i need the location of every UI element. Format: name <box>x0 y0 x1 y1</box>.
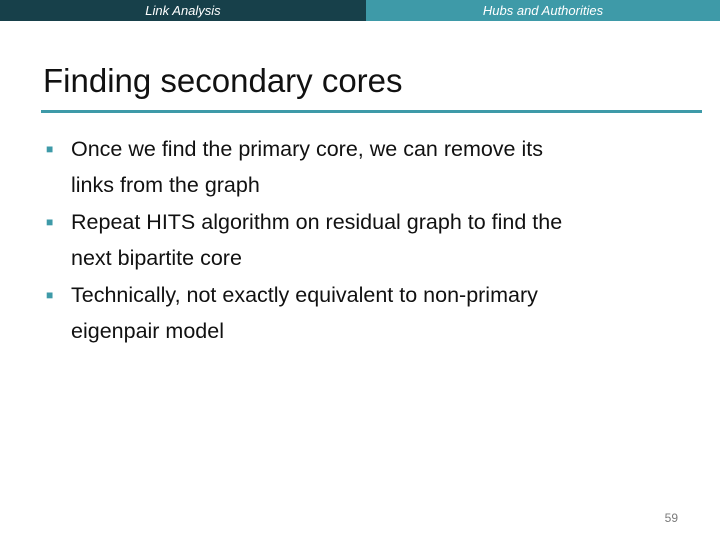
bullet-item <box>44 204 684 276</box>
slide-title: Finding secondary cores <box>43 62 403 99</box>
header-left-label: Link Analysis <box>145 3 221 18</box>
header-section-right <box>366 0 720 21</box>
page-number: 59 <box>664 511 678 525</box>
bullet-text-line: links from the graph <box>71 173 260 197</box>
bullet-item <box>44 277 684 349</box>
title-divider <box>41 110 702 113</box>
bullet-text-line: Technically, not exactly equivalent to non-primary <box>71 283 538 307</box>
bullet-text-line: next bipartite core <box>71 246 242 270</box>
bullet-item <box>44 131 684 203</box>
square-bullet-icon: ■ <box>46 288 54 302</box>
header-section-left <box>0 0 366 21</box>
bullet-text-line: eigenpair model <box>71 319 224 343</box>
square-bullet-icon: ■ <box>46 215 54 229</box>
header-right-label: Hubs and Authorities <box>482 3 604 18</box>
square-bullet-icon: ■ <box>46 142 54 156</box>
slide-header <box>0 0 720 21</box>
bullet-list <box>44 131 684 350</box>
bullet-text-line: Once we find the primary core, we can remove its <box>71 137 543 161</box>
bullet-text-line: Repeat HITS algorithm on residual graph to find the <box>71 210 563 234</box>
